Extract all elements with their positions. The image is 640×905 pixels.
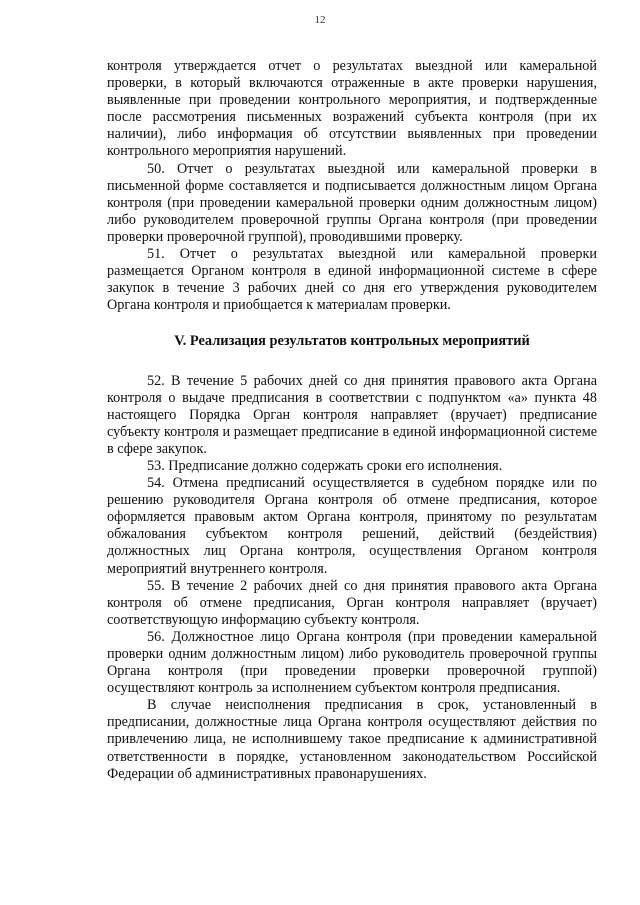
- paragraph-50: 50. Отчет о результатах выездной или камеральной проверки в письменной форме составляется и подписывается должностным лицом Органа контроля (при проведении камеральной проверки одним должностным лицом) либо руководителем проверочной группы Органа контроля (при проведении проверки проверочной группой), проводившими проверку.: [107, 160, 597, 245]
- paragraph-53: 53. Предписание должно содержать сроки его исполнения.: [147, 457, 503, 474]
- page-number: 12: [314, 14, 326, 26]
- paragraph-52: 52. В течение 5 рабочих дней со дня принятия правового акта Органа контроля о выдаче предписания в соответствии с подпунктом «а» пункта 48 настоящего Порядка Орган контроля направляет (вручает) предписание субъекту контроля и размещает предписание в единой информационной системе в сфере закупок.: [107, 372, 597, 457]
- paragraph-51: 51. Отчет о результатах выездной или камеральной проверки размещается Органом контроля в единой информационной системе в сфере закупок в течение 3 рабочих дней со дня его утверждения руководителем Органа контроля и приобщается к материалам проверки.: [107, 246, 597, 314]
- section-heading: V. Реализация результатов контрольных мероприятий: [174, 333, 530, 350]
- paragraph-55: 55. В течение 2 рабочих дней со дня принятия правового акта Органа контроля об отмене предписания, Орган контроля направляет (вручает) соответствующую информацию субъекту контроля.: [107, 577, 597, 628]
- paragraph-56: 56. Должностное лицо Органа контроля (при проведении камеральной проверки одним должностным лицом) либо руководитель проверочной группы Органа контроля (при проведении проверки проверочной группой) осуществляют контроль за исполнением субъектом контроля предписания.: [107, 628, 597, 697]
- paragraph-continuation: контроля утверждается отчет о результатах выездной или камеральной проверки, в который включаются отраженные в акте проверки нарушения, выявленные при проведении контрольного мероприятия, и подтвержденные после рассмотрения письменных возражений субъекта контроля (при их наличии), либо информация об отсутствии выявленных при проведении контрольного мероприятия нарушений.: [107, 58, 597, 160]
- paragraph-56-continuation: В случае неисполнения предписания в срок, установленный в предписании, должностные лица Органа контроля осуществляют действия по привлечению лица, не исполнившему такое предписание к административной ответственности в порядке, установленном законодательством Российской Федерации об административных правонарушениях.: [107, 697, 597, 782]
- document-body: [107, 58, 597, 783]
- paragraph-54: 54. Отмена предписаний осуществляется в судебном порядке или по решению руководителя Органа контроля об отмене предписания, которое оформляется правовым актом Органа контроля, принятому по результатам обжалования субъектом контроля решений, действий (бездействия) должностных лиц Органа контроля, осуществления Органом контроля мероприятий внутреннего контроля.: [107, 475, 597, 577]
